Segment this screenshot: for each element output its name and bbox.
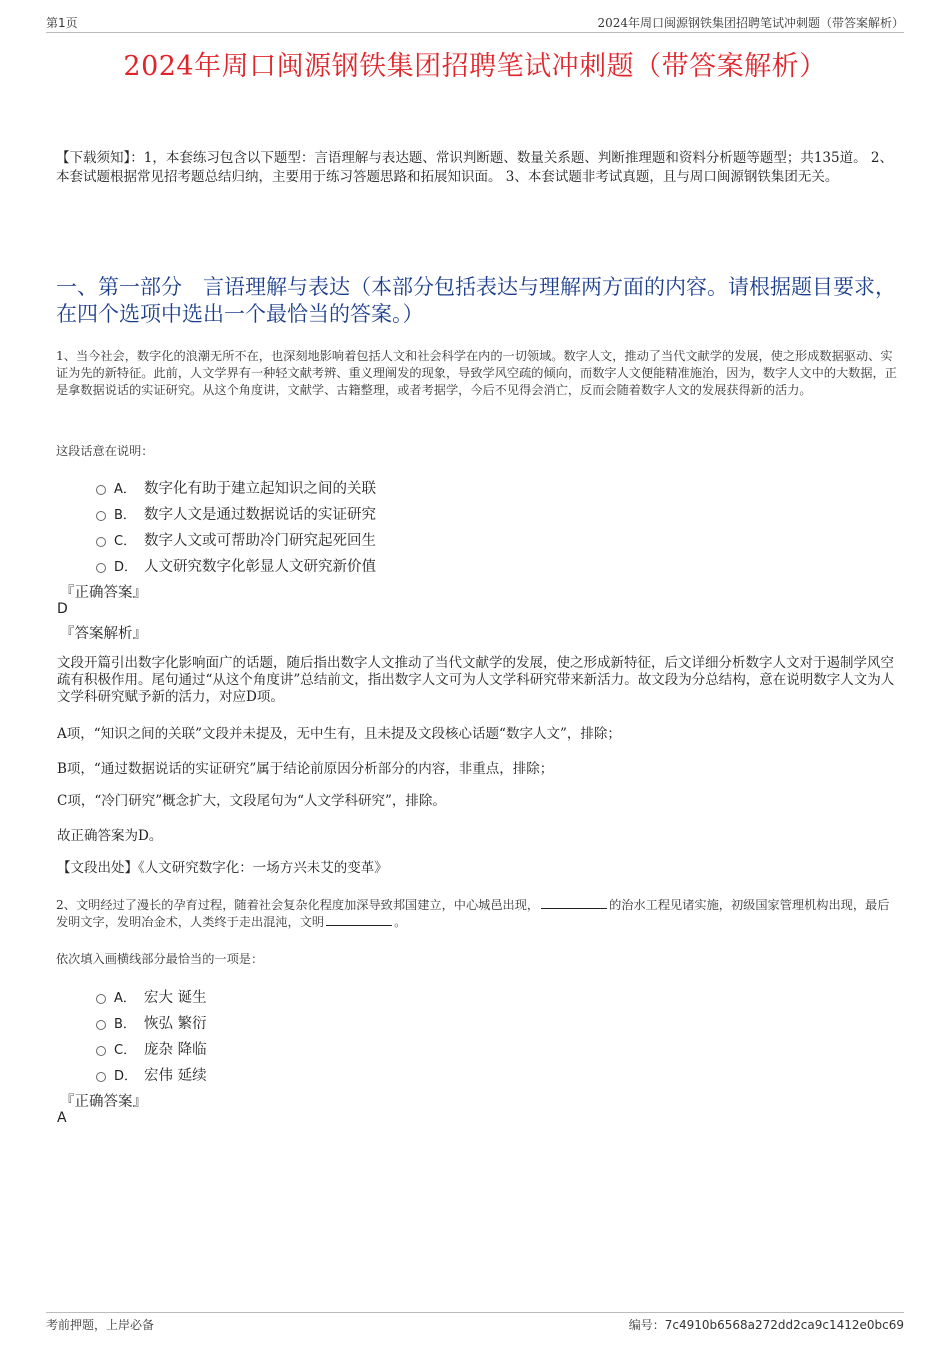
q1-answer-label: 『正确答案』	[60, 585, 147, 601]
q1-analysis-conclusion: 故正确答案为D。	[57, 828, 163, 844]
code-label: 编号：	[628, 1318, 665, 1332]
option-letter: A．	[114, 991, 136, 1006]
option-text: 庞杂 降临	[144, 1042, 207, 1058]
radio-icon[interactable]	[96, 1020, 106, 1030]
radio-icon[interactable]	[96, 994, 106, 1004]
option-letter: B．	[114, 508, 136, 523]
fill-blank-2[interactable]	[326, 915, 392, 926]
q1-option-b[interactable]	[96, 503, 376, 523]
option-text: 数字化有助于建立起知识之间的关联	[144, 481, 376, 497]
page-header	[46, 14, 904, 33]
q2-option-b[interactable]	[96, 1012, 207, 1032]
q1-option-a[interactable]	[96, 477, 376, 497]
radio-icon[interactable]	[96, 1046, 106, 1056]
radio-icon[interactable]	[96, 537, 106, 547]
q2-answer-label: 『正确答案』	[60, 1094, 147, 1110]
question-1-prompt: 这段话意在说明：	[56, 444, 154, 458]
footer-slogan: 考前押题，上岸必备	[46, 1318, 155, 1332]
section-heading: 一、第一部分 言语理解与表达（本部分包括表达与理解两方面的内容。请根据题目要求，在四个选项中选出一个最恰当的答案。）	[56, 275, 896, 326]
q2-option-c[interactable]	[96, 1038, 207, 1058]
document-title: 2024年周口闽源钢铁集团招聘笔试冲刺题（带答案解析）	[123, 51, 827, 82]
q2-option-d[interactable]	[96, 1064, 207, 1084]
radio-icon[interactable]	[96, 485, 106, 495]
option-letter: D．	[114, 560, 138, 575]
option-letter: A．	[114, 482, 136, 497]
radio-icon[interactable]	[96, 563, 106, 573]
q1-option-c[interactable]	[96, 529, 376, 549]
option-letter: C．	[114, 1043, 137, 1058]
page-footer	[46, 1312, 904, 1333]
q1-option-d[interactable]	[96, 555, 376, 575]
option-text: 数字人文或可帮助冷门研究起死回生	[144, 533, 376, 549]
option-text: 宏大 诞生	[144, 990, 207, 1006]
option-letter: D．	[114, 1069, 138, 1084]
option-text: 数字人文是通过数据说话的实证研究	[144, 507, 376, 523]
q1-answer: D	[57, 601, 68, 617]
option-text: 恢弘 繁衍	[144, 1016, 207, 1032]
q1-analysis-b: B项，“通过数据说话的实证研究”属于结论前原因分析部分的内容，非重点，排除；	[57, 761, 554, 777]
download-notice: 【下载须知】：1，本套练习包含以下题型：言语理解与表达题、常识判断题、数量关系题、判断推理题和资料分析题等题型；共135道。 2、本套试题根据常见招考题总结归纳，主要用于练习答题思路和拓展知识面。 3、本套试题非考试真题，且与周口闽源钢铁集团无关。	[56, 150, 893, 185]
q1-analysis-label: 『答案解析』	[60, 626, 147, 642]
radio-icon[interactable]	[96, 1072, 106, 1082]
q1-analysis-a: A项，“知识之间的关联”文段并未提及，无中生有，且未提及文段核心话题“数字人文”，排除；	[57, 726, 621, 742]
fill-blank-1[interactable]	[541, 898, 607, 909]
question-1-text: 1、当今社会，数字化的浪潮无所不在，也深刻地影响着包括人文和社会科学在内的一切领域。数字人文，推动了当代文献学的发展，使之形成数据驱动、实证为先的新特征。此前，人文学界有一种轻文献考辨、重义理阐发的现象，导致学风空疏的倾向，而数字人文便能精准施治，因为，数字人文中的大数据，正是拿数据说话的实证研究。从这个角度讲，文献学、古籍整理，或者考据学，今后不见得会消亡，反而会随着数字人文的发展获得新的活力。	[56, 349, 897, 397]
q2-option-a[interactable]	[96, 986, 207, 1006]
option-text: 人文研究数字化彰显人文研究新价值	[144, 559, 376, 575]
radio-icon[interactable]	[96, 511, 106, 521]
page-number: 第1页	[46, 16, 78, 30]
option-letter: B．	[114, 1017, 136, 1032]
q1-analysis-c: C项，“冷门研究”概念扩大，文段尾句为“人文学科研究”，排除。	[57, 793, 446, 809]
footer-code	[629, 1316, 904, 1333]
q1-analysis-summary: 文段开篇引出数字化影响面广的话题，随后指出数字人文推动了当代文献学的发展，使之形成新特征，后文详细分析数字人文对于遏制学风空疏有积极作用。尾句通过“从这个角度讲”总结前文，指出数字人文可为人文学科研究带来新活力。故文段为分总结构，意在说明数字人文为人文学科研究赋予新的活力，对应D项。	[57, 655, 895, 705]
q2-text-part-2: 的治水工程见诸实施，初级国家管理机构出现，最后发明文字，发明冶金术，人类终于走出混沌，文明	[56, 898, 890, 929]
option-letter: C．	[114, 534, 137, 549]
q1-source: 【文段出处】《人文研究数字化：一场方兴未艾的变革》	[57, 860, 388, 876]
question-2-prompt: 依次填入画横线部分最恰当的一项是：	[56, 952, 264, 966]
code-value: 7c4910b6568a272dd2ca9c1412e0bc69	[664, 1318, 904, 1332]
q2-text-part-3: 。	[394, 915, 407, 929]
q2-answer: A	[57, 1110, 67, 1126]
question-2-text	[56, 897, 900, 931]
header-doc-title: 2024年周口闽源钢铁集团招聘笔试冲刺题（带答案解析）	[597, 16, 904, 30]
option-text: 宏伟 延续	[144, 1068, 207, 1084]
q2-text-part-1: 2、文明经过了漫长的孕育过程，随着社会复杂化程度加深导致邦国建立，中心城邑出现，	[56, 898, 540, 912]
